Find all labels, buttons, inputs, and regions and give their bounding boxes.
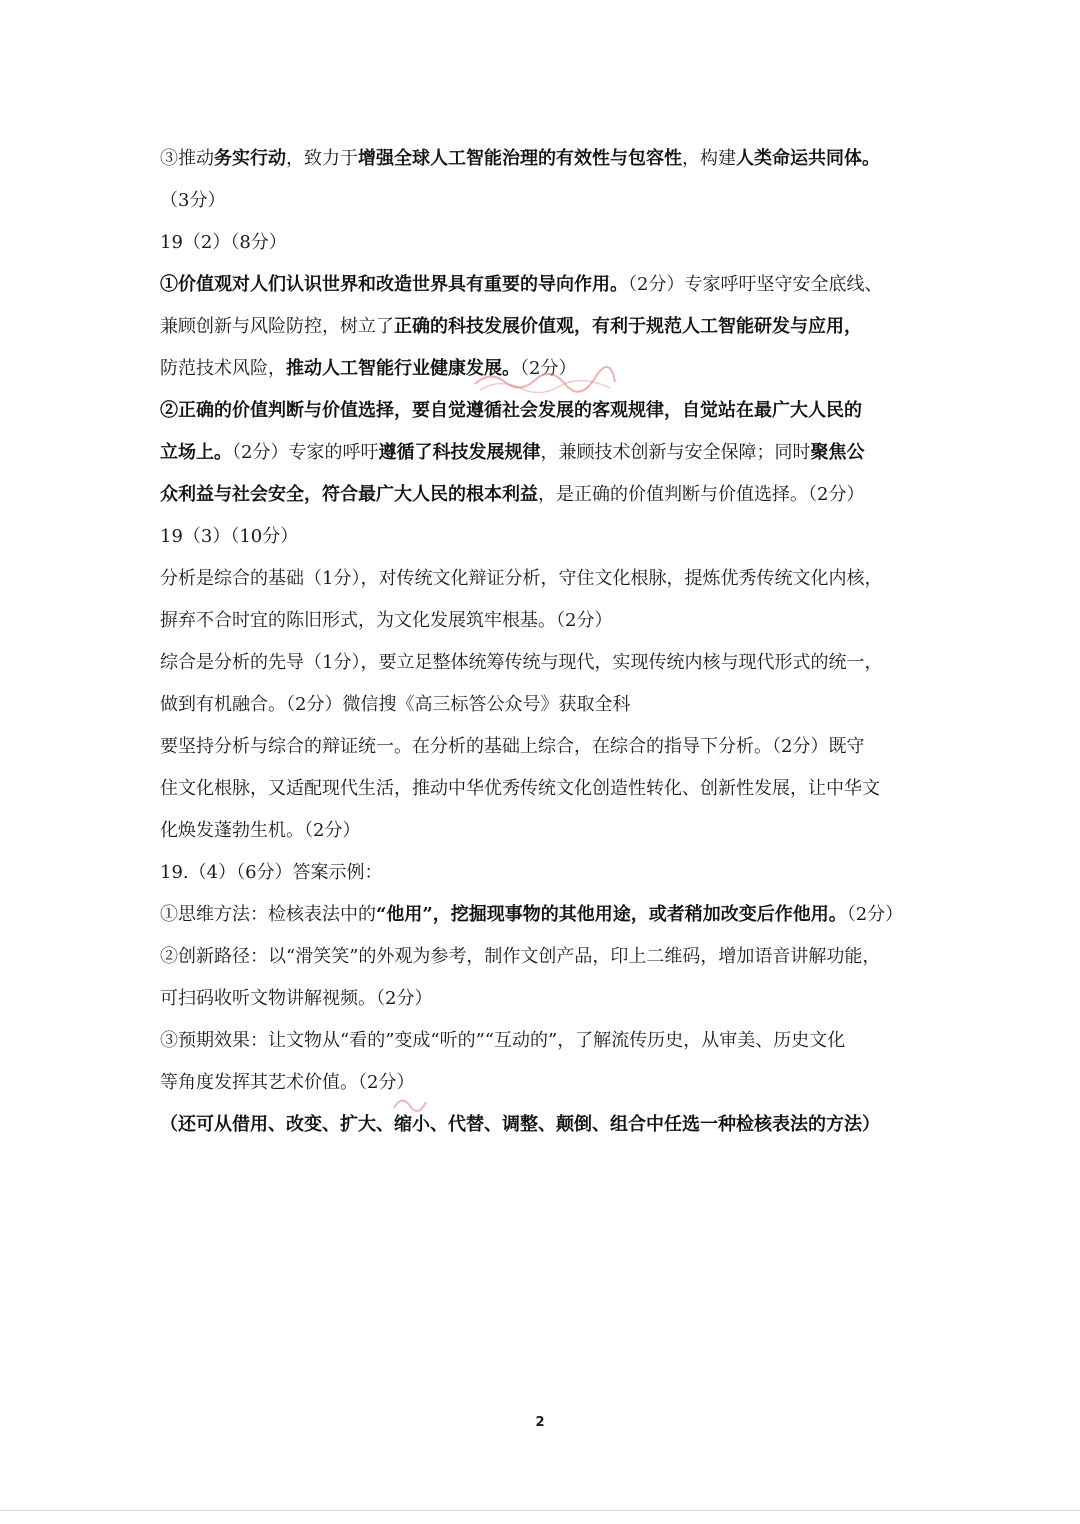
text-segment: 分析是综合的基础（1分），对传统文化辩证分析，守住文化根脉，提炼优秀传统文化内核， <box>160 568 883 589</box>
text-segment: ②创新路径：以“滑笑笑”的外观为参考，制作文创产品，印上二维码，增加语音讲解功能， <box>160 946 881 967</box>
bold-text-segment: 立场上。 <box>160 442 232 463</box>
text-segment: 可扫码收听文物讲解视频。（2分） <box>160 988 433 1009</box>
text-segment: 综合是分析的先导（1分），要立足整体统筹传统与现代，实现传统内核与现代形式的统一， <box>160 652 883 673</box>
text-segment: 化焕发蓬勃生机。（2分） <box>160 820 361 841</box>
text-segment: ，构建 <box>682 148 736 169</box>
text-line <box>160 642 930 684</box>
text-segment: 等角度发挥其艺术价值。（2分） <box>160 1072 415 1093</box>
text-line <box>160 558 930 600</box>
text-line <box>160 222 930 264</box>
text-segment: （2分） <box>846 904 904 925</box>
text-line <box>160 1020 930 1062</box>
text-segment: ，是正确的价值判断与价值选择。（2分） <box>538 484 865 505</box>
page-bottom-rule <box>0 1510 1080 1511</box>
bold-text-segment: 遵循了科技发展规律 <box>378 442 541 463</box>
text-segment: 防范技术风险， <box>160 358 286 379</box>
text-line <box>160 684 930 726</box>
text-line <box>160 852 930 894</box>
text-segment: 19（2）（8分） <box>160 232 287 253</box>
text-line <box>160 432 930 474</box>
text-line <box>160 1104 930 1146</box>
bold-text-segment: 人类命运共同体。 <box>736 148 880 169</box>
text-line <box>160 516 930 558</box>
text-segment: ③预期效果：让文物从“看的”变成“听的”“互动的”，了解流传历史，从审美、历史文化 <box>160 1030 846 1051</box>
text-segment: 兼顾创新与风险防控，树立了 <box>160 316 394 337</box>
text-line <box>160 306 930 348</box>
text-segment: 19（3）（10分） <box>160 526 299 547</box>
text-segment: 要坚持分析与综合的辩证统一。在分析的基础上综合，在综合的指导下分析。（2分）既守 <box>160 736 865 757</box>
bold-text-segment: ①价值观对人们认识世界和改造世界具有重要的导向作用。 <box>160 274 628 295</box>
text-segment: ，兼顾技术创新与安全保障；同时 <box>540 442 811 463</box>
bold-text-segment: 正确的科技发展价值观，有利于规范人工智能研发与应用， <box>394 316 862 337</box>
text-line <box>160 936 930 978</box>
bold-text-segment: “他用”，挖掘现事物的其他用途，或者稍加改变后作他用。 <box>376 904 847 925</box>
text-line <box>160 390 930 432</box>
bold-text-segment: 推动人工智能行业健康发展。 <box>286 358 520 379</box>
text-line <box>160 348 930 390</box>
text-segment: 住文化根脉，又适配现代生活，推动中华优秀传统文化创造性转化、创新性发展，让中华文 <box>160 778 880 799</box>
text-line <box>160 768 930 810</box>
text-line <box>160 600 930 642</box>
bold-text-segment: 务实行动 <box>214 148 286 169</box>
text-segment: ③推动 <box>160 148 214 169</box>
bold-text-segment: （还可从借用、改变、扩大、缩小、代替、调整、颠倒、组合中任选一种检核表法的方法） <box>160 1114 880 1135</box>
text-line <box>160 726 930 768</box>
text-segment: 摒弃不合时宜的陈旧形式，为文化发展筑牢根基。（2分） <box>160 610 613 631</box>
page-number: 2 <box>535 1415 545 1430</box>
text-segment: （2分）专家的呼吁 <box>232 442 379 463</box>
bold-text-segment: ②正确的价值判断与价值选择，要自觉遵循社会发展的客观规律，自觉站在最广大人民的 <box>160 400 862 421</box>
bold-text-segment: 聚焦公 <box>810 442 865 463</box>
text-line <box>160 978 930 1020</box>
answer-content <box>160 138 930 1146</box>
text-line <box>160 894 930 936</box>
text-segment: （3分） <box>160 190 226 211</box>
text-segment: ①思维方法：检核表法中的 <box>160 904 376 925</box>
text-line <box>160 138 930 180</box>
text-line <box>160 1062 930 1104</box>
text-segment: 19.（4）（6分）答案示例： <box>160 862 383 883</box>
text-line <box>160 474 930 516</box>
text-segment: ，致力于 <box>286 148 358 169</box>
bold-text-segment: 众利益与社会安全，符合最广大人民的根本利益 <box>160 484 538 505</box>
text-segment: （2分）专家呼吁坚守安全底线、 <box>628 274 883 295</box>
text-line <box>160 264 930 306</box>
bold-text-segment: 增强全球人工智能治理的有效性与包容性 <box>358 148 682 169</box>
text-line <box>160 180 930 222</box>
text-line <box>160 810 930 852</box>
text-segment: （2分） <box>520 358 577 379</box>
text-segment: 做到有机融合。（2分）微信搜《高三标答公众号》获取全科 <box>160 694 631 715</box>
